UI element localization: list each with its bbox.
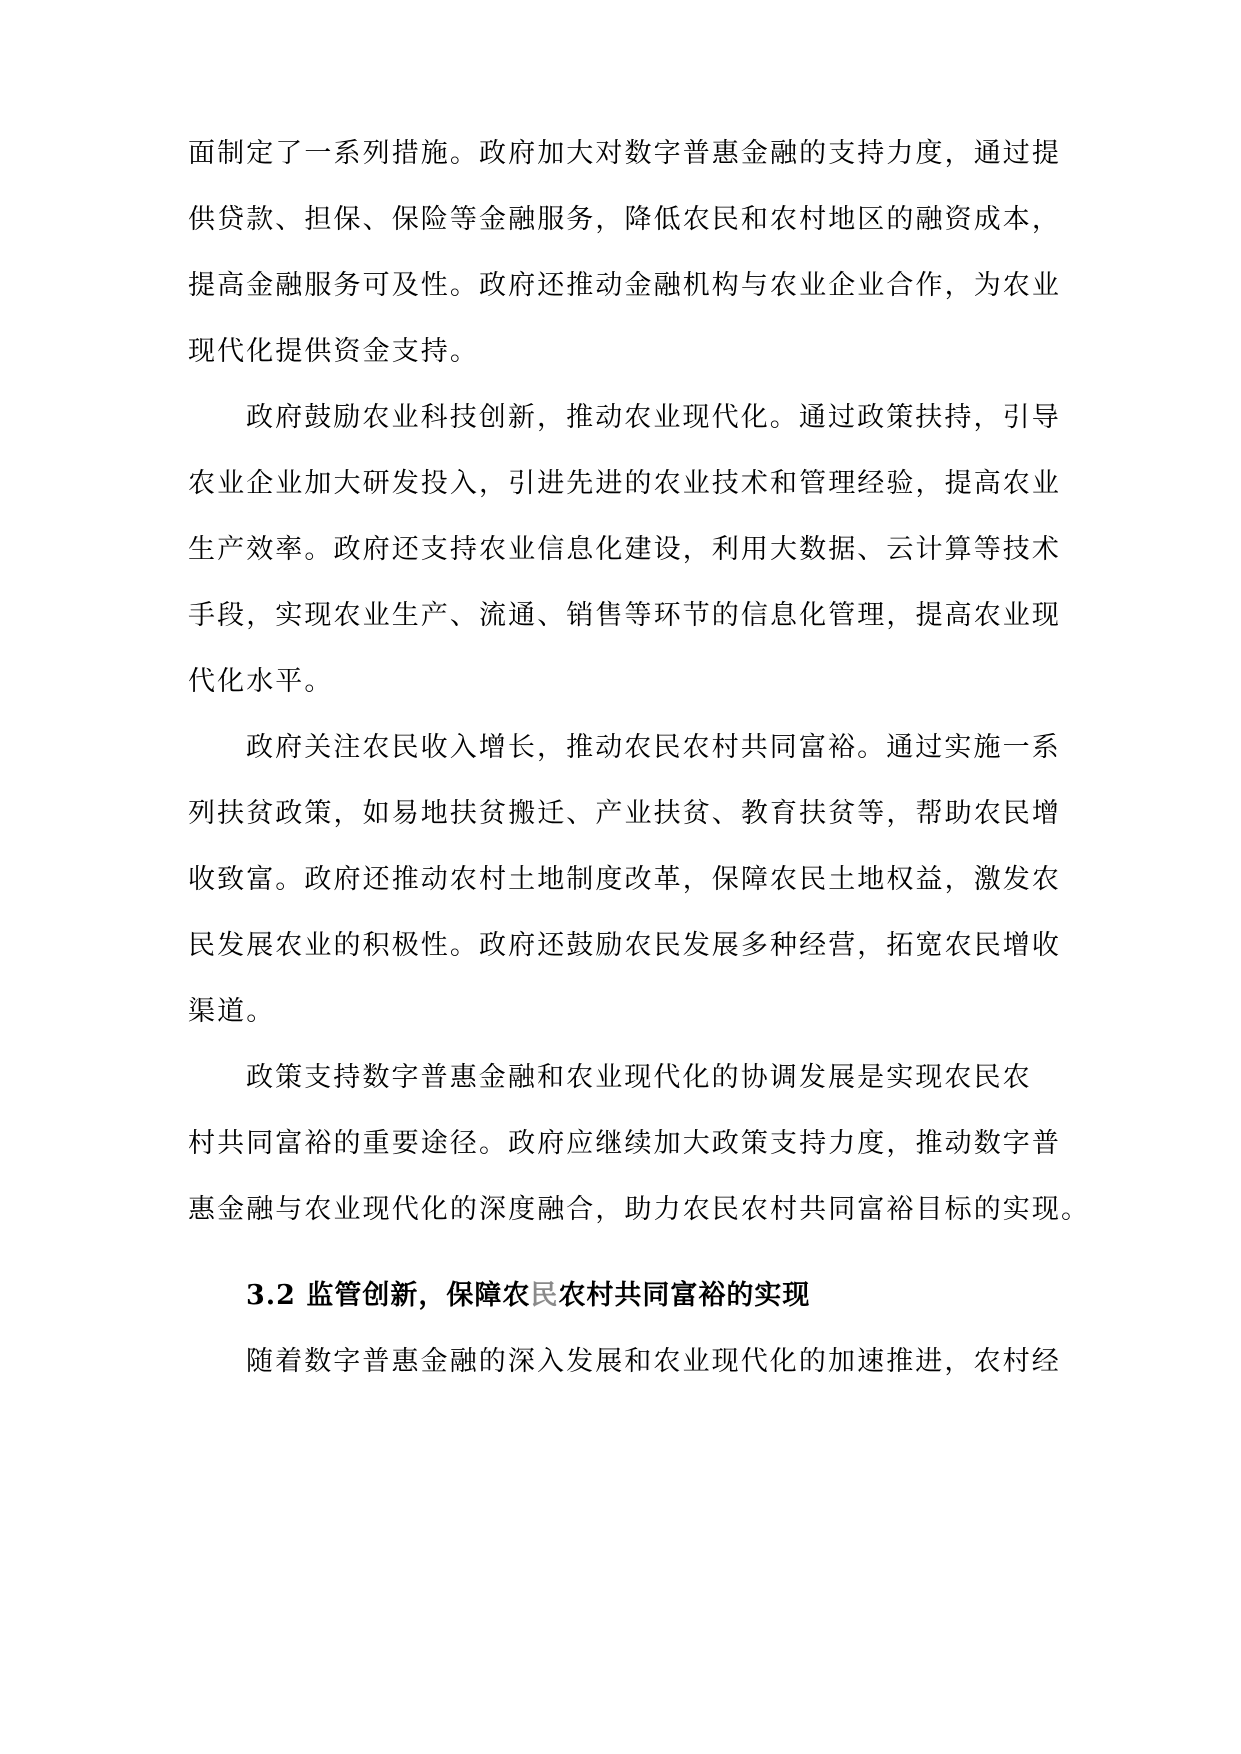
paragraph-4-line-2: 村共同富裕的重要途径。政府应继续加大政策支持力度，推动数字普 [188, 1128, 1061, 1159]
paragraph-1-line-2: 供贷款、担保、保险等金融服务，降低农民和农村地区的融资成本， [188, 204, 1061, 235]
section-title-part-1: 监管创新，保障农 [306, 1280, 531, 1311]
paragraph-1-line-4: 现代化提供资金支持。 [188, 336, 479, 367]
paragraph-3-line-3: 收致富。政府还推动农村土地制度改革，保障农民土地权益，激发农 [188, 864, 1061, 895]
paragraph-2-line-4: 手段，实现农业生产、流通、销售等环节的信息化管理，提高农业现 [188, 600, 1061, 631]
paragraph-4-line-1: 政策支持数字普惠金融和农业现代化的协调发展是实现农民农 [246, 1062, 1032, 1093]
paragraph-3-line-1: 政府关注农民收入增长，推动农民农村共同富裕。通过实施一系 [246, 732, 1061, 763]
paragraph-2-line-1: 政府鼓励农业科技创新，推动农业现代化。通过政策扶持，引导 [246, 402, 1061, 433]
paragraph-3-line-2: 列扶贫政策，如易地扶贫搬迁、产业扶贫、教育扶贫等，帮助农民增 [188, 798, 1061, 829]
paragraph-1-line-3: 提高金融服务可及性。政府还推动金融机构与农业企业合作，为农业 [188, 270, 1061, 301]
paragraph-3-line-4: 民发展农业的积极性。政府还鼓励农民发展多种经营，拓宽农民增收 [188, 930, 1061, 961]
section-number: 3.2 [246, 1280, 296, 1311]
paragraph-5-line-1: 随着数字普惠金融的深入发展和农业现代化的加速推进，农村经 [246, 1346, 1061, 1377]
paragraph-3-line-5: 渠道。 [188, 996, 276, 1027]
section-title-part-2: 农村共同富裕的实现 [558, 1280, 811, 1311]
paragraph-4-line-3: 惠金融与农业现代化的深度融合，助力农民农村共同富裕目标的实现。 [188, 1194, 1091, 1225]
paragraph-2-line-3: 生产效率。政府还支持农业信息化建设，利用大数据、云计算等技术 [188, 534, 1061, 565]
section-title-gray-char: 民 [530, 1280, 559, 1311]
paragraph-2-line-2: 农业企业加大研发投入，引进先进的农业技术和管理经验，提高农业 [188, 468, 1061, 499]
paragraph-2-line-5: 代化水平。 [188, 666, 334, 697]
section-heading [246, 1276, 810, 1316]
paragraph-1-line-1: 面制定了一系列措施。政府加大对数字普惠金融的支持力度，通过提 [188, 138, 1061, 169]
